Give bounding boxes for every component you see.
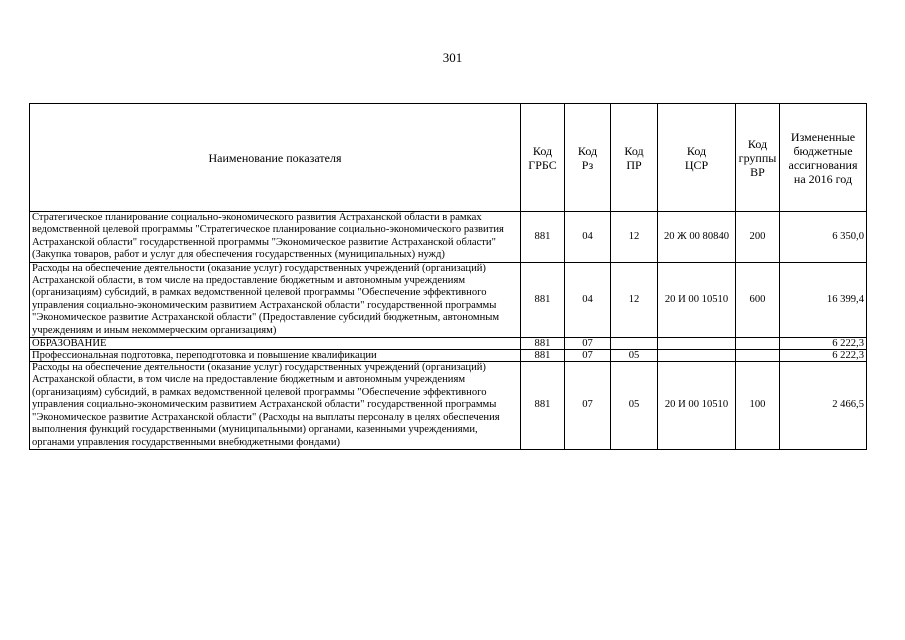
budget-table bbox=[29, 103, 867, 450]
row-pr bbox=[611, 338, 658, 350]
table-row bbox=[30, 350, 867, 362]
row-vr: 100 bbox=[736, 362, 780, 450]
row-amount: 6 222,3 bbox=[780, 350, 867, 362]
header-pr: Код ПР bbox=[611, 104, 658, 212]
row-rz: 07 bbox=[565, 350, 611, 362]
row-pr: 05 bbox=[611, 362, 658, 450]
row-grbs: 881 bbox=[521, 212, 565, 263]
row-rz: 07 bbox=[565, 338, 611, 350]
header-rz: Код Рз bbox=[565, 104, 611, 212]
row-grbs: 881 bbox=[521, 362, 565, 450]
row-amount: 16 399,4 bbox=[780, 262, 867, 337]
row-pr: 12 bbox=[611, 262, 658, 337]
row-grbs: 881 bbox=[521, 350, 565, 362]
table-row bbox=[30, 212, 867, 263]
row-vr: 200 bbox=[736, 212, 780, 263]
row-vr bbox=[736, 350, 780, 362]
row-csr bbox=[658, 338, 736, 350]
row-csr: 20 И 00 10510 bbox=[658, 262, 736, 337]
row-vr bbox=[736, 338, 780, 350]
row-rz: 04 bbox=[565, 212, 611, 263]
row-name: Расходы на обеспечение деятельности (оказание услуг) государственных учреждений (организаций) Астраханской области, в том числе на предоставление бюджетным и автономным учреждениям (организациям) субсидий, в рамках ведомственной целевой программы "Обеспечение эффективного управления социально-экономическим развитием Астраханской области" государственной программы "Экономическое развитие Астраханской области" (Предоставление субсидий бюджетным, автономным учреждениям и иным некоммерческим организациям) bbox=[30, 262, 521, 337]
row-csr: 20 Ж 00 80840 bbox=[658, 212, 736, 263]
row-pr: 05 bbox=[611, 350, 658, 362]
table-row bbox=[30, 262, 867, 337]
header-grbs: Код ГРБС bbox=[521, 104, 565, 212]
row-name: Расходы на обеспечение деятельности (оказание услуг) государственных учреждений (организаций) Астраханской области, в том числе на предоставление бюджетным и автономным учреждениям (организациям) субсидий, в рамках ведомственной целевой программы "Обеспечение эффективного управления социально-экономическим развитием Астраханской области" государственной программы "Экономическое развитие Астраханской области" (Расходы на выплаты персоналу в целях обеспечения выполнения функций государственными (муниципальными) органами, казенными учреждениями, органами управления государственными внебюджетными фондами) bbox=[30, 362, 521, 450]
row-name: Стратегическое планирование социально-экономического развития Астраханской области в рамках ведомственной целевой программы "Стратегическое планирование социально-экономического развития Астраханской области" государственной программы "Экономическое развитие Астраханской области" (Закупка товаров, работ и услуг для обеспечения государственных (муниципальных) нужд) bbox=[30, 212, 521, 263]
page-number: 301 bbox=[442, 50, 463, 65]
row-name: Профессиональная подготовка, переподготовка и повышение квалификации bbox=[30, 350, 521, 362]
row-csr: 20 И 00 10510 bbox=[658, 362, 736, 450]
header-name: Наименование показателя bbox=[30, 104, 521, 212]
header-csr: Код ЦСР bbox=[658, 104, 736, 212]
row-pr: 12 bbox=[611, 212, 658, 263]
table-row bbox=[30, 362, 867, 450]
row-rz: 04 bbox=[565, 262, 611, 337]
row-csr bbox=[658, 350, 736, 362]
row-amount: 6 350,0 bbox=[780, 212, 867, 263]
table-header-row bbox=[30, 104, 867, 212]
row-amount: 6 222,3 bbox=[780, 338, 867, 350]
header-amount: Измененные бюджетные ассигнования на 2016 год bbox=[780, 104, 867, 212]
row-grbs: 881 bbox=[521, 338, 565, 350]
row-grbs: 881 bbox=[521, 262, 565, 337]
row-rz: 07 bbox=[565, 362, 611, 450]
row-vr: 600 bbox=[736, 262, 780, 337]
row-amount: 2 466,5 bbox=[780, 362, 867, 450]
table-row bbox=[30, 338, 867, 350]
header-vr: Код группы ВР bbox=[736, 104, 780, 212]
row-name: ОБРАЗОВАНИЕ bbox=[30, 338, 521, 350]
